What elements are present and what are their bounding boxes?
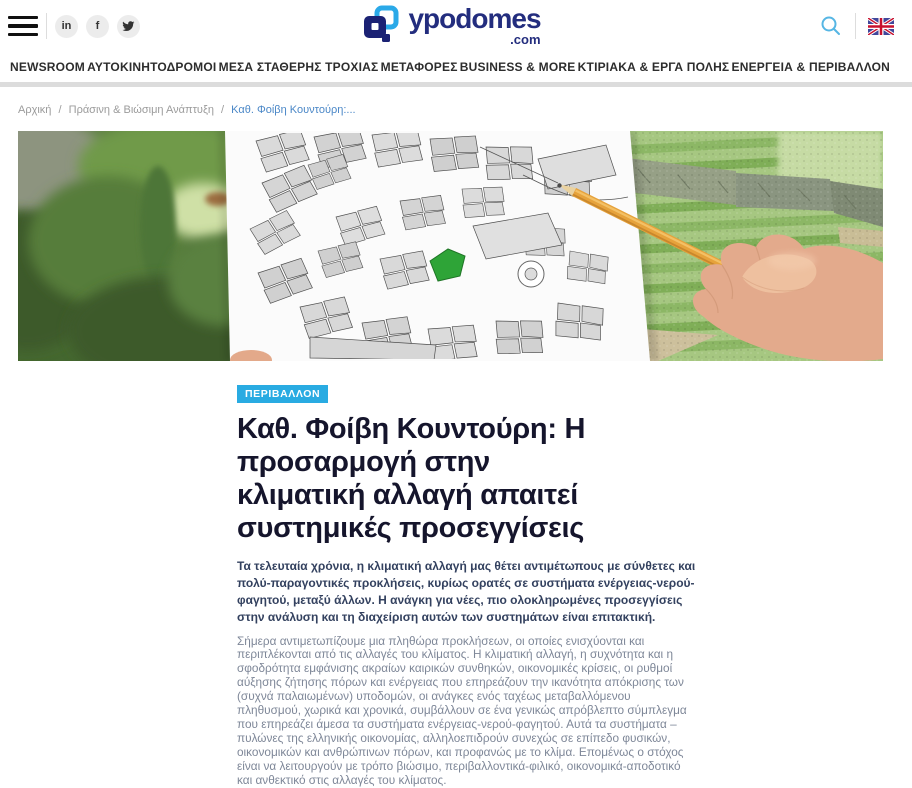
nav-item-ktiriaka-erga-polis[interactable]: ΚΤΙΡΙΑΚΑ & ΕΡΓΑ ΠΟΛΗΣ	[577, 60, 730, 74]
logo-text	[408, 3, 541, 47]
nav-item-mesa-statheris-troxias[interactable]: ΜΕΣΑ ΣΤΑΘΕΡΗΣ ΤΡΟΧΙΑΣ	[218, 60, 379, 74]
facebook-glyph: f	[95, 20, 100, 32]
twitter-bird-icon	[122, 21, 135, 32]
hero-image	[18, 131, 883, 361]
header-left	[8, 13, 361, 39]
article-title	[237, 413, 697, 545]
nav-item-newsroom[interactable]: NEWSROOM	[10, 60, 85, 74]
breadcrumb-home[interactable]: Αρχική	[18, 104, 52, 116]
linkedin-icon[interactable]	[55, 15, 78, 38]
site-logo[interactable]	[361, 5, 540, 47]
breadcrumb-separator: /	[58, 104, 62, 116]
menu-icon[interactable]	[8, 16, 38, 36]
category-badge[interactable]: ΠΕΡΙΒΑΛΛΟΝ	[237, 385, 328, 403]
nav-divider-band	[0, 82, 912, 87]
facebook-icon[interactable]	[86, 15, 109, 38]
header-right	[541, 13, 894, 39]
logo-tld: .com	[510, 32, 541, 47]
nav-item-aytokinhtodromoi[interactable]: ΑΥΤΟΚΙΝΗΤΟΔΡΟΜΟΙ	[87, 60, 217, 74]
search-icon[interactable]	[819, 14, 843, 38]
nav-item-metafores[interactable]: ΜΕΤΑΦΟΡΕΣ	[380, 60, 458, 74]
article-body: Σήμερα αντιμετωπίζουμε μια πληθώρα προκλήσεων, οι οποίες ενισχύονται και περιπλέκονται από τις αλλαγές του κλίματος. Η κλιματική αλλαγή, η συχνότητα και η σφοδρότητα εμφάνισης ακραίων καιρικών συνθηκών, οικονομικές κρίσεις, οι ρυθμοί αύξησης ζήτησης πόρων και ενέργειας που επηρεάζουν την ικανότητα απόκρισης των (συχνά παλαιωμένων) υποδομών, οι ανάγκες ενός ταχέως μεταβαλλόμενου πληθυσμού, χωρικά και χρονικά, συμβάλλουν σε ένα γενικώς απρόβλεπτο σύμπλεγμα που επηρεάζει άμεσα τα συστήματα ενέργειας-νερού-φαγητού. Αυτά τα συστήματα – πυλώνες της ελληνικής οικονομίας, αλληλοεπιδρούν συνεχώς σε επίπεδο φυσικών, οικονομικών και ανθρώπινων πόρων, και προφανώς με το κλίμα. Επομένως ο στόχος είναι να λειτουργούν με τρόπο βιώσιμο, περιβαλλοντικά-φιλικό, οικονομικά-αποδοτικό και ανθεκτικό στις αλλαγές του κλίματος.	[237, 633, 687, 787]
site-header	[0, 0, 912, 52]
title-line: συστημικές προσεγγίσεις	[237, 511, 585, 544]
nav-item-business-more[interactable]: BUSINESS & MORE	[459, 60, 576, 74]
breadcrumb-current[interactable]: Καθ. Φοίβη Κουντούρη:...	[231, 104, 356, 116]
article	[237, 384, 697, 787]
nav-item-energeia-perivallon[interactable]: ΕΝΕΡΓΕΙΑ & ΠΕΡΙΒΑΛΛΟΝ	[731, 60, 890, 74]
breadcrumb-category[interactable]: Πράσινη & Βιώσιμη Ανάπτυξη	[68, 104, 214, 116]
divider	[855, 13, 856, 39]
logo-name: ypodomes	[408, 3, 541, 34]
logo-icon	[361, 5, 401, 47]
uk-flag-icon[interactable]	[868, 18, 894, 35]
title-line: Καθ. Φοίβη Κουντούρη: Η	[237, 412, 586, 445]
breadcrumb-separator: /	[221, 104, 225, 116]
twitter-icon[interactable]	[117, 15, 140, 38]
linkedin-glyph: in	[61, 20, 72, 32]
title-line: προσαρμογή στην	[237, 445, 490, 478]
article-lead: Τα τελευταία χρόνια, η κλιματική αλλαγή μας θέτει αντιμέτωπους με σύνθετες και πολύ-παραγοντικές προκλήσεις, κυρίως ορατές σε συστήματα ενέργειας-νερού-φαγητού, μεταξύ άλλων. Η ανάγκη για νέες, πιο ολοκληρωμένες προσεγγίσεις στην ανάλυση και τη διαχείριση αυτών των συστημάτων είναι επιτακτική.	[237, 558, 696, 624]
title-line: κλιματική αλλαγή απαιτεί	[237, 478, 578, 511]
divider	[46, 13, 47, 39]
breadcrumb	[18, 104, 894, 116]
main-nav	[0, 52, 912, 82]
